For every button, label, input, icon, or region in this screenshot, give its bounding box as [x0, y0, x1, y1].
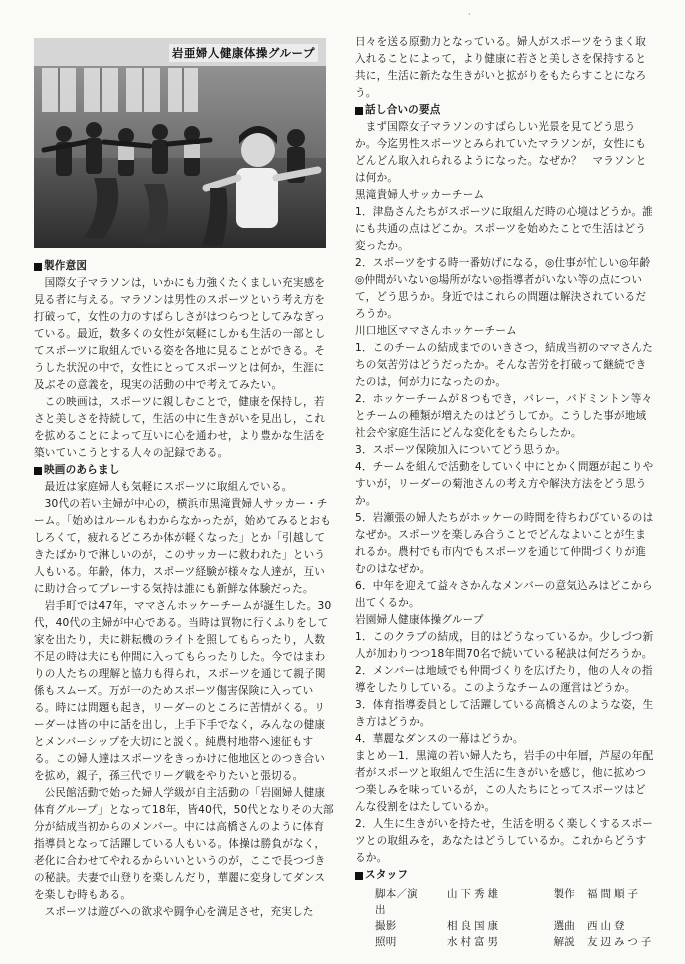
staff-role: 撮影 [375, 920, 397, 932]
photo-caption: 岩亜婦人健康体操グループ [169, 44, 318, 62]
heading-text: スタッフ [365, 869, 409, 881]
question-item: 2．ホッケーチームが８つもでき，バレー，バドミントン等々とチームの種類が増えたのはどうしてか。こうした事が地域社会や家庭生活にどんな変化をもたらしたか。 [355, 393, 653, 439]
paragraph: スポーツは遊びへの欲求や闘争心を満足させ，充実した [44, 906, 314, 918]
square-bullet-icon [355, 107, 363, 115]
heading-text: 製作意図 [44, 260, 88, 272]
subheading: 川口地区ママさんホッケーチーム [355, 325, 517, 337]
right-column [355, 34, 655, 950]
staff-credits [355, 886, 655, 950]
section-heading-staff [355, 867, 655, 884]
question-item: 1．このチームの結成までのいきさつ，結成当初のママさんたちの気苦労はどうだったか。そんな苦労を打破って継続できたのは，何が力になったのか。 [355, 342, 653, 388]
paragraph: 岩手町では47年，ママさんホッケーチームが誕生した。30代，40代の主婦が中心である。当時は買物に行くふりをして家を出たり，夫に耕耘機のライトを照してもらったり，人数不足の時は夫にも仲間に入ってもらったりした。今ではまわりの人たちの理解と協力も得られ，スポーツを通じて親子関係もスムーズ。万が一のためスポーツ傷害保険に入っている。時には問題も起き，リーダーのところに苦情がくる。リーダーは皆の中に話を出し，上手下手でなく，みんなの健康とメンバーシップを大切にと説く。純農村地帯へ速征もする。この婦人達はスポーツをきっかけに他地区とのつき合いを拡め，親子，孫三代でリーグ戦をやりたいと張切る。 [34, 600, 332, 782]
staff-role: 脚本／演出 [375, 888, 418, 916]
staff-name: 相良国康 [447, 920, 501, 932]
gymnastics-photo-image [34, 38, 326, 248]
question-item: 4．華麗なダンスの一幕はどうか。 [355, 733, 524, 745]
paragraph: 国際女子マラソンは，いかにも力強くたくましい充実感を見る者に与える。マラソンは男性のスポーツという考え方を打破って，女性の力のすばらしさがはつらつとしてみなぎっている。最近，数多くの女性が気軽にしかも生活の一部としてスポーツに取組んでいる姿を各地に見ることができる。そうした状況の中で，女性にとってスポーツとは何か，生涯に及ぶその意義を，現実の活動の中で考えてみたい。 [34, 277, 326, 391]
staff-name: 友辺みつ子 [587, 936, 655, 948]
group-photo [34, 38, 326, 248]
staff-row [355, 934, 655, 950]
heading-text: 映画のあらまし [44, 464, 120, 476]
paragraph: 最近は家庭婦人も気軽にスポーツに取組んでいる。 [44, 481, 293, 493]
square-bullet-icon [34, 263, 42, 271]
question-item: 3．スポーツ保険加入についてどう思うか。 [355, 444, 567, 456]
staff-role: 製作 [553, 888, 575, 900]
staff-name: 福間順子 [587, 888, 641, 900]
summary-item: 2．人生に生きがいを持たせ，生活を明るく楽しくするスポーツとの取組みを，あなたはどうしているか。これからどうするか。 [355, 818, 654, 864]
question-item: 3．体育指導委員として活躍している高橋さんのような姿，生き方はどうか。 [355, 699, 654, 728]
question-item: 4．チームを組んで活動をしていく中にとかく問題が起こりやすいが，リーダーの菊池さんの考え方や解決方法をどう思うか。 [355, 461, 654, 507]
question-item: 5．岩瀬張の婦人たちがホッケーの時間を待ちわびているのはなぜか。スポーツを楽しみ合うことでどんなよいことが生まれるか。農村でも市内でもスポーツを通じて仲間づくりが進むのはなぜか。 [355, 512, 654, 575]
square-bullet-icon [34, 467, 42, 475]
left-column [34, 258, 334, 921]
summary-item: まとめ－1．黒滝の若い婦人たち，岩手の中年層，芦屋の年配者がスポーツと取組んで生活に生きがいを感じ，他に拡めつつ楽しみを味っているが，この人たちにとってスポーツはどんな役割をはたしているか。 [355, 750, 654, 813]
staff-role: 選曲 [553, 920, 575, 932]
staff-row [355, 918, 655, 934]
subheading: 黒滝貴婦人サッカーチーム [355, 189, 485, 201]
subheading: 岩園婦人健康体操グループ [355, 614, 484, 626]
staff-name: 水村富男 [447, 936, 501, 948]
paragraph: まず国際女子マラソンのすばらしい光景を見てどう思うか。今迄男性スポーツとみられていたマラソンが，女性にもどんどん取入れられるようになった。なぜか？ マラソンとは何か。 [355, 121, 647, 184]
paragraph: 公民館活動で始った婦人学級が自主活動の「岩園婦人健康体育グループ」となって18年，皆40代，50代となりその大部分が結成当初からのメンバー。中には高橋さんのように体育指導員となって活躍している人もいる。体操は勝負がなく，老化に合わせてやれるからいいというのが，ここで長つづきの秘訣。夫妻で山登りを楽しんだり，華麗に変身してダンスを楽しむ時もある。 [34, 787, 334, 901]
heading-text: 話し合いの要点 [365, 104, 441, 116]
question-item: 2．スポーツをする時一番妨げになる，◎仕事が忙しい◎年齢◎仲間がいない◎場所がない◎指導者がいない等の点について，どう思うか。身近ではこれらの問題は解決されているだろうか。 [355, 257, 651, 320]
section-heading-discussion-points [355, 102, 655, 119]
question-item: 1．津島さんたちがスポーツに取組んだ時の心境はどうか。誰にも共通の点はどこか。スポーツを始めたことで生活はどう変ったか。 [355, 206, 653, 252]
staff-name: 西山登 [587, 920, 628, 932]
section-heading-production-intent [34, 258, 334, 275]
staff-row [355, 886, 655, 918]
question-item: 2．メンバーは地域でも仲間づくりを広げたり，他の人々の指導をしたりしている。このようなチームの運営はどうか。 [355, 665, 653, 694]
section-heading-film-summary [34, 462, 334, 479]
paragraph: 日々を送る原動力となっている。婦人がスポーツをうまく取入れることによって，より健康に若さと美しさを保持すると共に，生活に新たな生きがいと拡がりをもたらすことになろう。 [355, 36, 647, 99]
staff-role: 照明 [375, 936, 397, 948]
staff-role: 解説 [553, 936, 575, 948]
paragraph: 30代の若い主婦が中心の，横浜市黒滝貴婦人サッカー・チーム。「始めはルールもわからなかったが，始めてみるとおもしろくて，疲れるどころか体が軽くなった」とか「引越してきたばかりで淋しいのが，このサッカーに救われた」という人もいる。年齢，体力，スポーツ経験が様々な人達が，互いに助け合ってプレーする気持は誰にも新鮮な体験だった。 [34, 498, 332, 595]
question-item: 1．このクラブの結成，目的はどうなっているか。少しづつ新人が加わりつつ18年間70名で続いている秘訣は何だろうか。 [355, 631, 654, 660]
staff-name: 山下秀雄 [447, 888, 501, 900]
page-mark: · [468, 10, 471, 19]
question-item: 6．中年を迎えて益々さかんなメンバーの意気込みはどこから出てくるか。 [355, 580, 653, 609]
paragraph: この映画は，スポーツに親しむことで，健康を保持し，若さと美しさを持続して，生活の中に生きがいを見出し，これを拡めることによって互いに心を通わせ，より豊かな生活を築いていこうとする人々の記録である。 [34, 396, 326, 459]
square-bullet-icon [355, 872, 363, 880]
